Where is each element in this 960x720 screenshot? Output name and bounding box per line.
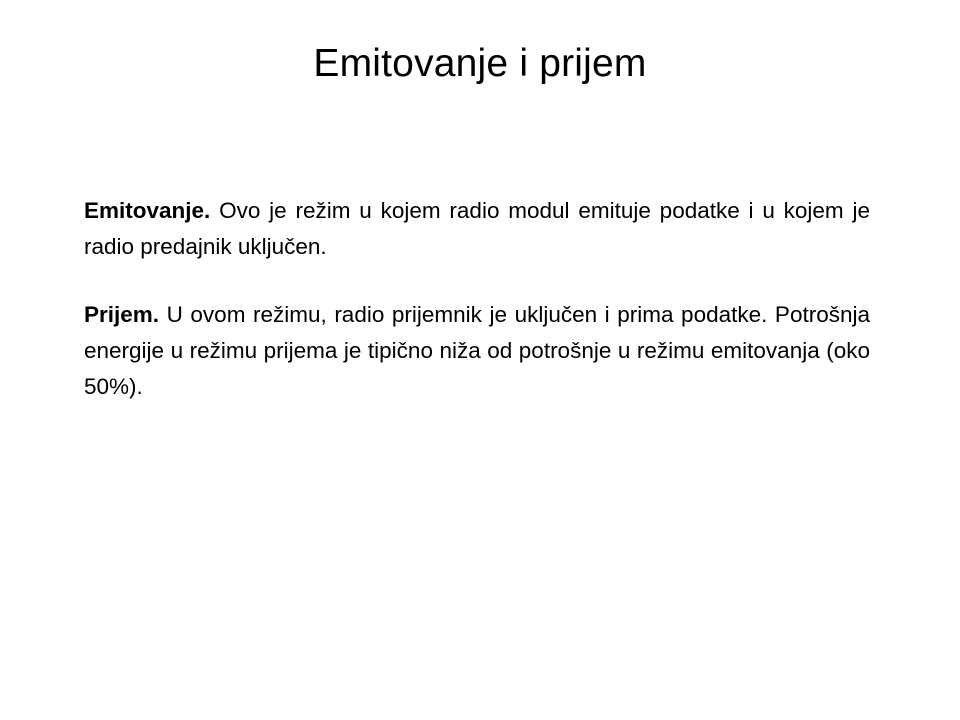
paragraph-text: Ovo je režim u kojem radio modul emituje podatke i u kojem je radio predajnik uključen. bbox=[84, 198, 870, 259]
paragraph-prijem bbox=[84, 297, 870, 405]
paragraph-text: U ovom režimu, radio prijemnik je uključen i prima podatke. Potrošnja energije u režimu prijema je tipično niža od potrošnje u režimu emitovanja (oko 50%). bbox=[84, 302, 870, 399]
slide-body bbox=[84, 193, 870, 437]
paragraph-emitovanje bbox=[84, 193, 870, 265]
slide-title: Emitovanje i prijem bbox=[313, 42, 647, 85]
paragraph-lead: Prijem. bbox=[84, 302, 160, 327]
paragraph-lead: Emitovanje. bbox=[84, 198, 211, 223]
